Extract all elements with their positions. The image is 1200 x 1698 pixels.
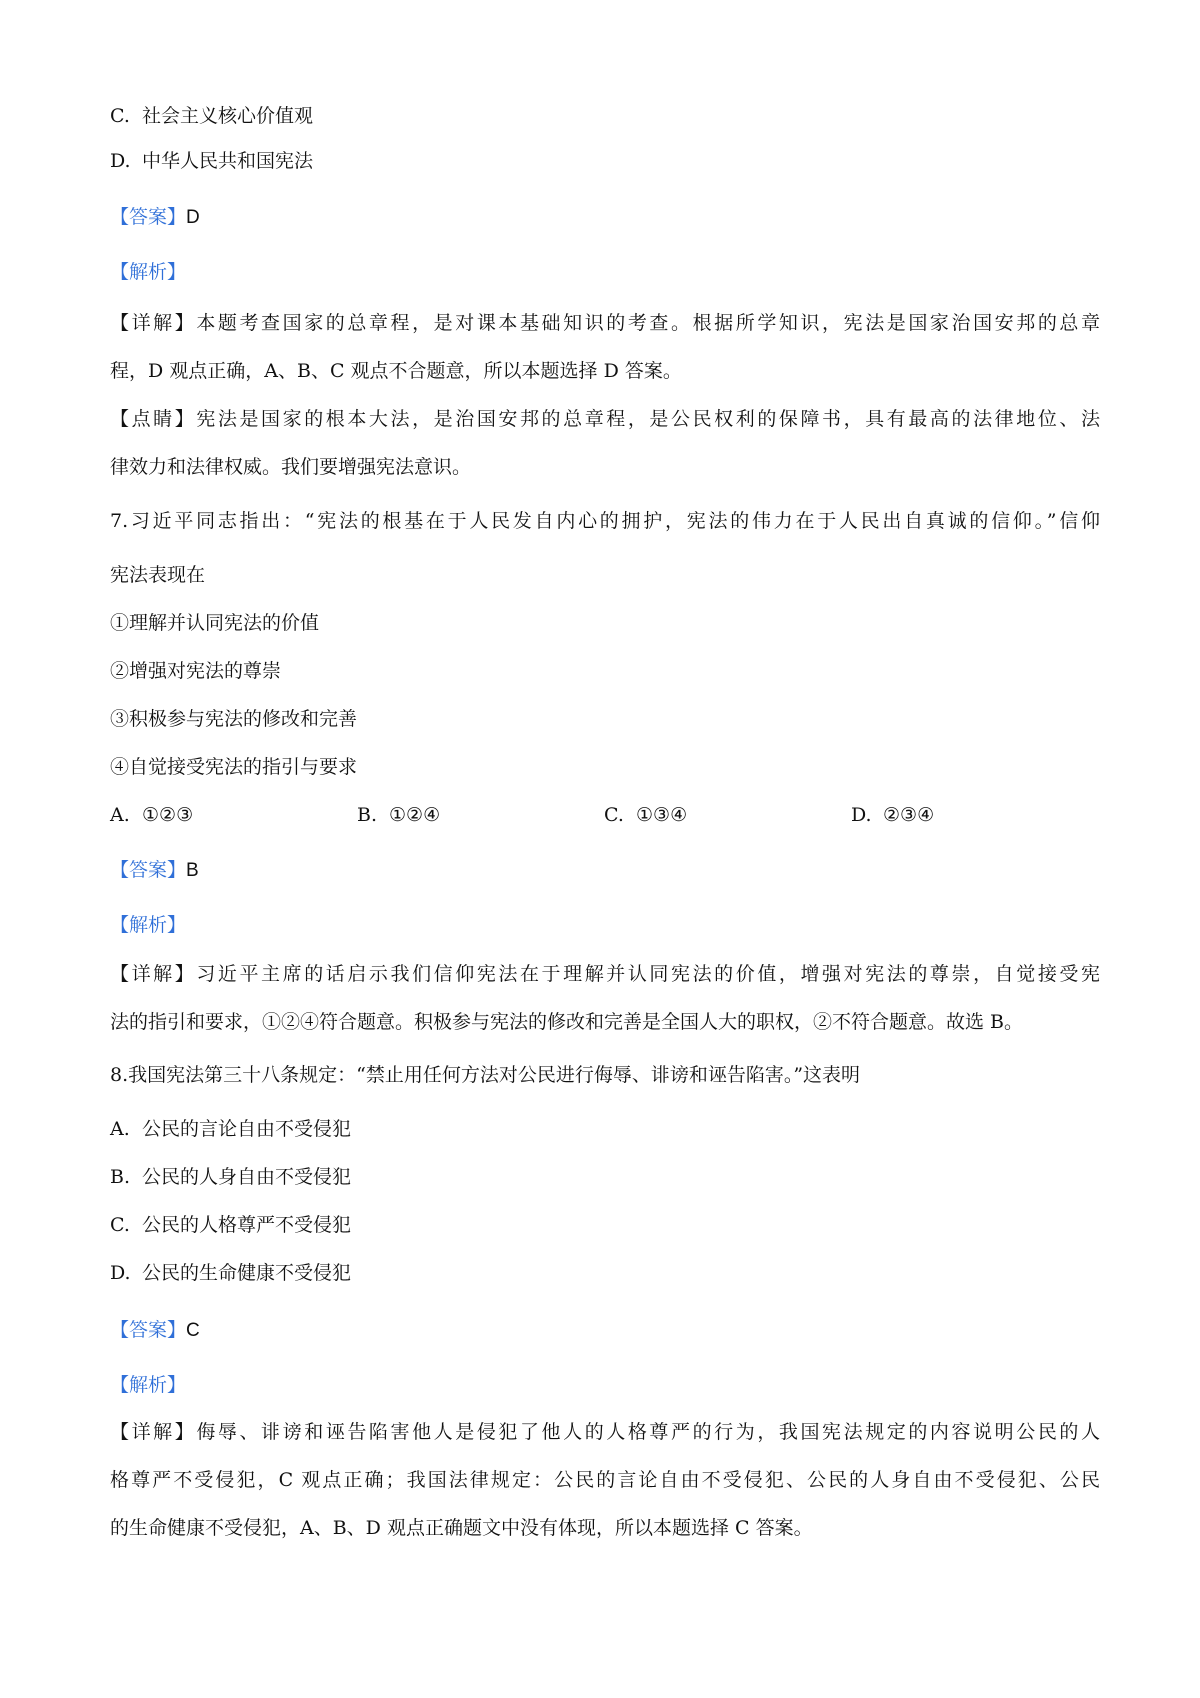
option-letter: C.: [110, 1214, 130, 1236]
option-text: 公民的人格尊严不受侵犯: [142, 1214, 352, 1236]
q6-tip-line-1: [110, 407, 1100, 431]
q8-analysis-heading: [110, 1373, 1100, 1397]
q6-detail-line-2: 程，D 观点正确，A、B、C 观点不合题意，所以本题选择 D 答案。: [110, 360, 682, 382]
q7-item-1: ①理解并认同宪法的价值: [110, 612, 320, 634]
option-letter: A.: [110, 804, 130, 826]
detail-text: 侮辱、诽谤和诬告陷害他人是侵犯了他人的人格尊严的行为，我国宪法规定的内容说明公民的人: [196, 1421, 1100, 1443]
q7-detail-line-2: 法的指引和要求，①②④符合题意。积极参与宪法的修改和完善是全国人大的职权，②不符合题意。故选 B。: [110, 1011, 1024, 1033]
detail-text: 本题考查国家的总章程，是对课本基础知识的考查。根据所学知识，宪法是国家治国安邦的总章: [196, 312, 1100, 334]
answer-tag: 【答案】: [110, 859, 187, 881]
analysis-tag: 【解析】: [110, 1374, 187, 1396]
answer-value: B: [186, 860, 199, 881]
option-letter: B.: [110, 1166, 131, 1188]
q6-option-d: [110, 149, 1100, 173]
q6-detail-line-1: [110, 311, 1100, 335]
q8-stem: 8.我国宪法第三十八条规定：“禁止用任何方法对公民进行侮辱、诽谤和诬告陷害。”这表明: [110, 1064, 861, 1086]
q6-tip-line-2: 律效力和法律权威。我们要增强宪法意识。: [110, 456, 472, 478]
q7-option-a: [110, 803, 193, 827]
q6-option-c: [110, 104, 1100, 128]
answer-value: C: [186, 1320, 200, 1341]
detail-tag: 【详解】: [110, 1421, 197, 1443]
analysis-tag: 【解析】: [110, 261, 187, 283]
answer-tag: 【答案】: [110, 206, 187, 228]
option-letter: C.: [604, 804, 624, 826]
option-letter: D.: [110, 1262, 131, 1284]
detail-tag: 【详解】: [110, 963, 197, 985]
option-text: ①③④: [636, 804, 688, 826]
option-letter: B.: [357, 804, 378, 826]
q8-option-b: [110, 1165, 1100, 1189]
detail-tag: 【详解】: [110, 312, 197, 334]
q6-analysis-heading: [110, 260, 1100, 284]
option-letter: D.: [110, 150, 131, 172]
q7-detail-line-1: [110, 962, 1100, 986]
option-text: 社会主义核心价值观: [142, 105, 314, 127]
answer-tag: 【答案】: [110, 1319, 187, 1341]
q8-option-c: [110, 1213, 1100, 1237]
tip-text: 宪法是国家的根本大法，是治国安邦的总章程，是公民权利的保障书，具有最高的法律地位、法: [196, 408, 1100, 430]
analysis-tag: 【解析】: [110, 914, 187, 936]
q7-stem-line-2: 宪法表现在: [110, 564, 206, 586]
q8-option-d: [110, 1261, 1100, 1285]
option-text: ①②④: [389, 804, 441, 826]
q8-detail-line-3: 的生命健康不受侵犯，A、B、D 观点正确题文中没有体现，所以本题选择 C 答案。: [110, 1517, 813, 1539]
q7-item-4: ④自觉接受宪法的指引与要求: [110, 756, 358, 778]
option-letter: C.: [110, 105, 130, 127]
option-text: 公民的人身自由不受侵犯: [142, 1166, 352, 1188]
q6-answer: [110, 205, 1100, 230]
q7-option-b: [357, 803, 440, 827]
option-text: 公民的言论自由不受侵犯: [142, 1118, 352, 1140]
q7-item-3: ③积极参与宪法的修改和完善: [110, 708, 358, 730]
option-text: 中华人民共和国宪法: [142, 150, 314, 172]
q7-answer: [110, 858, 1100, 883]
q8-answer: [110, 1318, 1100, 1343]
option-letter: D.: [851, 804, 872, 826]
q8-detail-line-1: [110, 1420, 1100, 1444]
q7-analysis-heading: [110, 913, 1100, 937]
detail-text: 习近平主席的话启示我们信仰宪法在于理解并认同宪法的价值，增强对宪法的尊崇，自觉接受宪: [196, 963, 1100, 985]
q7-option-c: [604, 803, 687, 827]
answer-value: D: [186, 207, 200, 228]
tip-tag: 【点睛】: [110, 408, 197, 430]
q7-stem-line-1: 7.习近平同志指出：“宪法的根基在于人民发自内心的拥护，宪法的伟力在于人民出自真诚的信仰。”信仰: [110, 510, 1100, 532]
q8-detail-line-2: 格尊严不受侵犯，C 观点正确；我国法律规定：公民的言论自由不受侵犯、公民的人身自由不受侵犯、公民: [110, 1469, 1100, 1491]
option-text: 公民的生命健康不受侵犯: [142, 1262, 352, 1284]
option-text: ②③④: [883, 804, 935, 826]
q7-option-d: [851, 803, 934, 827]
q8-option-a: [110, 1117, 1100, 1141]
q7-item-2: ②增强对宪法的尊崇: [110, 660, 282, 682]
option-text: ①②③: [142, 804, 194, 826]
option-letter: A.: [110, 1118, 130, 1140]
